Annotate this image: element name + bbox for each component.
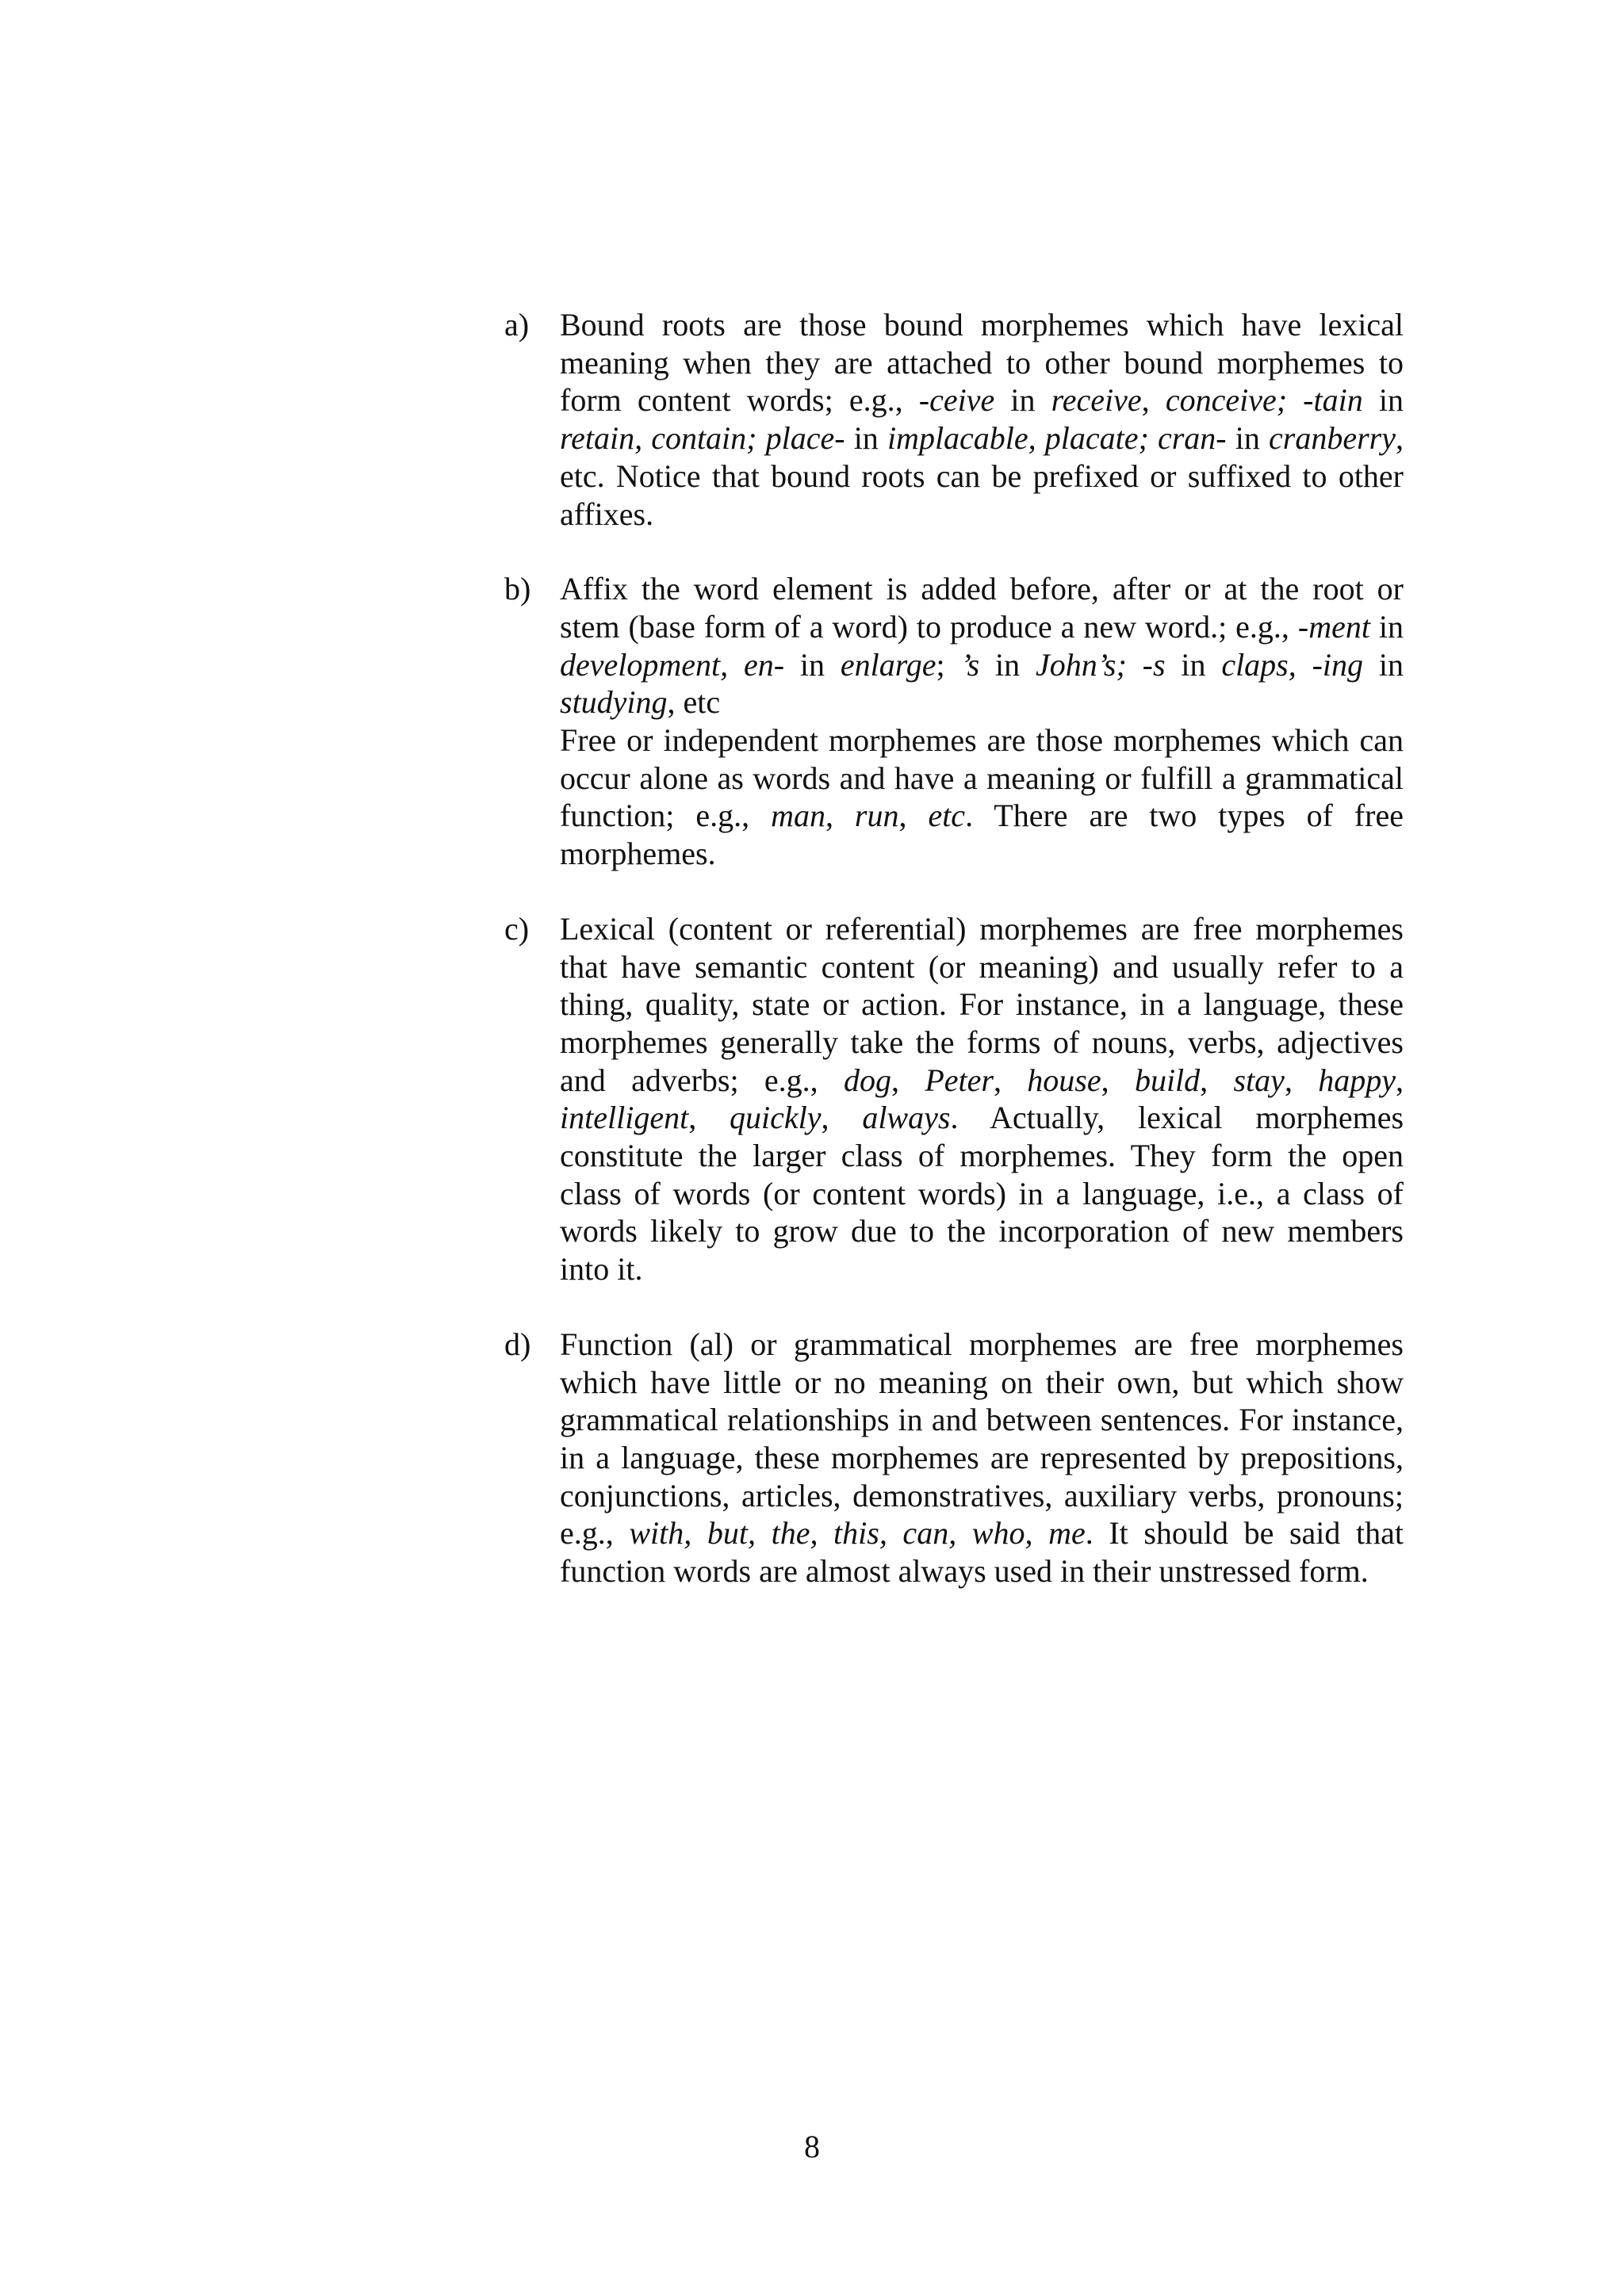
italic-example: ’s: [960, 646, 980, 683]
morpheme-definition-list: [504, 306, 1404, 1628]
list-item-text-continued: Free or independent morphemes are those morphemes which can occur alone as words and have a meaning or fulfill a grammatical function; e.g., man, run, etc. There are two types of free morphemes.: [560, 722, 1404, 872]
italic-example: run: [854, 798, 899, 834]
italic-example: Peter: [925, 1062, 994, 1098]
italic-example: dog: [844, 1062, 891, 1098]
list-item-text: Affix the word element is added before, after or at the root or stem (base form of a word) to produce a new word.; e.g., -ment in development, en- in enlarge; ’s in John’s; -s in claps, -ing in studying, etc: [560, 571, 1404, 721]
italic-example: cranberry: [1269, 420, 1396, 457]
italic-example: quickly: [730, 1100, 822, 1136]
italic-example: retain, contain; place-: [560, 420, 845, 457]
italic-example: house: [1027, 1062, 1101, 1098]
italic-example: man: [771, 798, 825, 834]
list-item-text: Function (al) or grammatical morphemes are free morphemes which have little or no meaning on their own, but which show grammatical relationships in and between sentences. For instance, in a language, these morphemes are represented by prepositions, conjunctions, articles, demonstratives, auxiliary verbs, pronouns; e.g., with, but, the, this, can, who, me. It should be said that function words are almost always used in their unstressed form.: [560, 1326, 1404, 1590]
page-number: 8: [804, 2129, 820, 2164]
italic-example: build: [1134, 1062, 1201, 1098]
italic-example: ment: [1308, 608, 1370, 645]
list-item-text: Lexical (content or referential) morphemes are free morphemes that have semantic content (or meaning) and usually refer to a thing, quality, state or action. For instance, in a language, these morphemes generally take the forms of nouns, verbs, adjectives and adverbs; e.g., dog, Peter, house, build, stay, happy, intelligent, quickly, always. Actually, lexical morphemes constitute the larger class of morphemes. They form the open class of words (or content words) in a language, i.e., a class of words likely to grow due to the incorporation of new members into it.: [560, 910, 1404, 1288]
italic-example: intelligent: [560, 1100, 689, 1136]
italic-example: studying: [560, 684, 668, 721]
italic-example: stay: [1233, 1062, 1285, 1098]
italic-example: with, but, the, this, can, who, me: [629, 1515, 1086, 1552]
list-item-a: [504, 306, 1404, 533]
italic-example: etc: [928, 798, 966, 834]
list-item-text: Bound roots are those bound morphemes which have lexical meaning when they are attached to other bound morphemes to form content words; e.g., -ceive in receive, conceive; -tain in retain, contain; place- in implacable, placate; cran- in cranberry, etc. Notice that bound roots can be prefixed or suffixed to other affixes.: [560, 307, 1404, 532]
list-item-c: [504, 910, 1404, 1288]
italic-example: claps, -ing: [1221, 646, 1364, 683]
italic-example: receive: [1051, 382, 1142, 419]
list-marker: b): [504, 571, 531, 607]
italic-example: enlarge: [840, 646, 936, 683]
italic-example: implacable, placate; cran-: [887, 420, 1227, 457]
list-marker: c): [504, 910, 530, 947]
italic-example: happy: [1318, 1062, 1396, 1098]
list-marker: d): [504, 1326, 531, 1362]
italic-example: always: [862, 1100, 951, 1136]
list-marker: a): [504, 307, 530, 342]
italic-example: John’s; -s: [1036, 646, 1166, 683]
italic-example: development, en: [560, 646, 774, 683]
list-item-d: [504, 1326, 1404, 1590]
italic-example: conceive; -tain: [1165, 382, 1363, 419]
italic-example: -ceive: [918, 382, 995, 419]
list-item-b: [504, 570, 1404, 873]
